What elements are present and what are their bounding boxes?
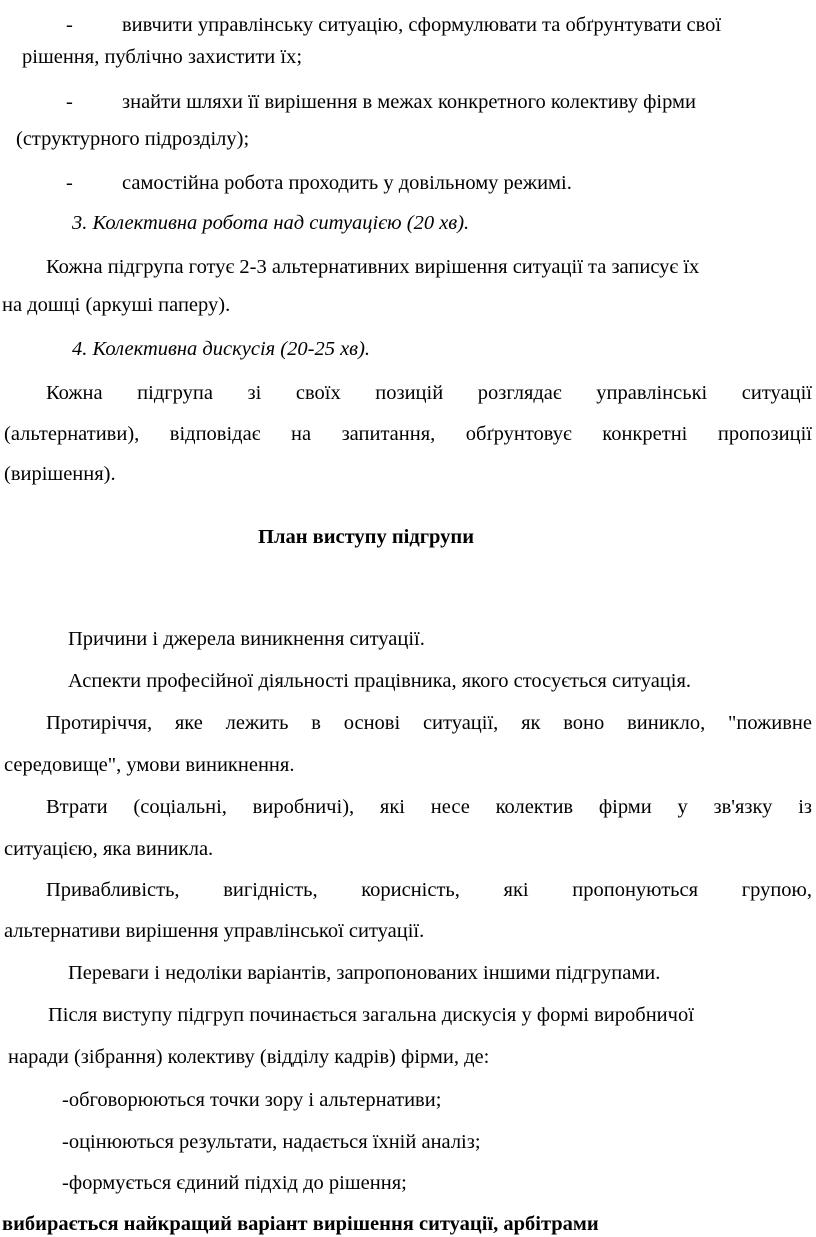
plan-item-continuation: ситуацією, яка виникла. xyxy=(4,838,214,860)
step-heading: 3. Колективна робота над ситуацією (20 хв). xyxy=(72,212,470,234)
list-item: -оцінюються результати, надається їхній аналіз; xyxy=(62,1131,481,1153)
list-dash: - xyxy=(66,172,73,194)
paragraph-line: (альтернативи), відповідає на запитання, обґрунтовує конкретні пропозиції xyxy=(4,423,812,445)
list-dash: - xyxy=(66,14,73,36)
paragraph-line: Кожна підгрупа готує 2-3 альтернативних вирішення ситуації та записує їх xyxy=(46,256,700,278)
paragraph-line: Кожна підгрупа зі своїх позицій розглядає управлінські ситуації xyxy=(46,382,812,404)
plan-item: Протиріччя, яке лежить в основі ситуації, як воно виникло, "поживне xyxy=(46,712,812,734)
list-item-text: самостійна робота проходить у довільному режимі. xyxy=(122,172,572,194)
plan-item: Втрати (соціальні, виробничі), які несе колектив фірми у зв'язку із xyxy=(46,796,812,818)
plan-item: Причини і джерела виникнення ситуації. xyxy=(68,628,425,650)
list-item-text: знайти шляхи її вирішення в межах конкретного колективу фірми xyxy=(122,91,696,113)
step-heading: 4. Колективна дискусія (20-25 хв). xyxy=(72,338,371,360)
plan-item: Аспекти професійної діяльності працівника, якого стосується ситуація. xyxy=(68,670,692,692)
list-item-continuation: рішення, публічно захистити їх; xyxy=(22,46,303,68)
plan-item-continuation: альтернативи вирішення управлінської ситуації. xyxy=(4,920,425,942)
list-item: -обговорюються точки зору і альтернативи; xyxy=(62,1089,442,1111)
plan-item: Переваги і недоліки варіантів, запропонованих іншими підгрупами. xyxy=(68,962,661,984)
list-item: -формується єдиний підхід до рішення; xyxy=(62,1172,407,1194)
plan-item-continuation: середовище", умови виникнення. xyxy=(4,754,295,776)
paragraph-line: Після виступу підгруп починається загальна дискусія у формі виробничої xyxy=(48,1004,694,1026)
final-line: вибирається найкращий варіант вирішення ситуації, арбітрами xyxy=(2,1213,599,1235)
paragraph-line: (вирішення). xyxy=(4,463,116,485)
list-dash: - xyxy=(66,91,73,113)
plan-item: Привабливість, вигідність, корисність, які пропонуються групою, xyxy=(46,879,812,901)
list-item-text: вивчити управлінську ситуацію, сформулювати та обґрунтувати свої xyxy=(122,14,722,36)
paragraph-line: наради (зібрання) колективу (відділу кадрів) фірми, де: xyxy=(8,1046,490,1068)
section-title: План виступу підгрупи xyxy=(258,526,475,548)
list-item-continuation: (структурного підрозділу); xyxy=(16,128,250,150)
paragraph-line: на дошці (аркуші паперу). xyxy=(2,294,231,316)
